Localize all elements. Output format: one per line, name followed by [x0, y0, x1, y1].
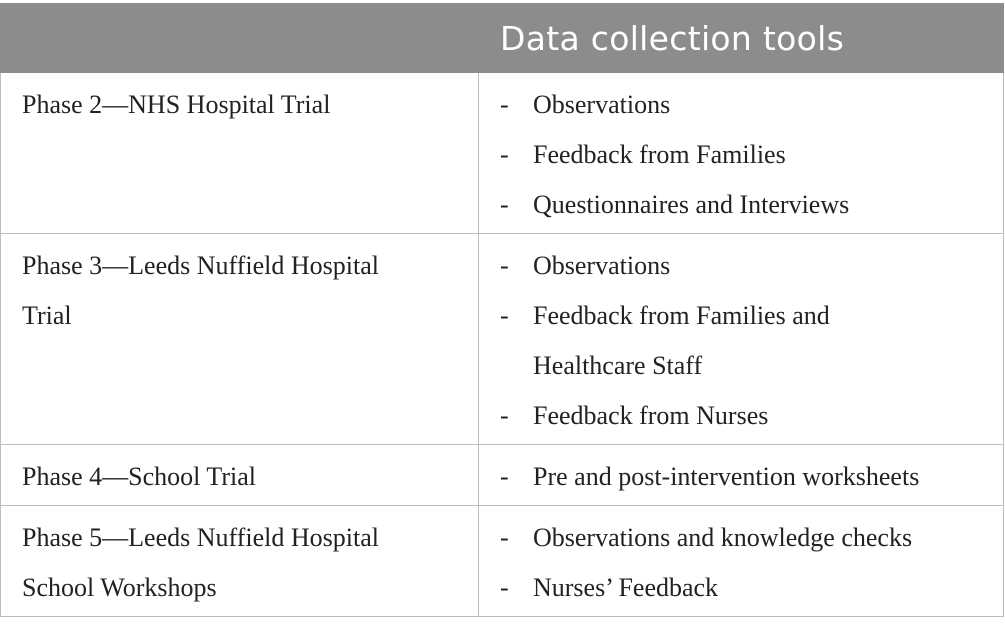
list-item [479, 80, 1003, 130]
bullet-dash: - [500, 251, 509, 280]
header-phase-cell [1, 4, 479, 73]
table-row [1, 234, 1004, 445]
phase-label: Phase 2—NHS Hospital Trial [22, 90, 331, 119]
tools-cell [479, 73, 1004, 234]
tool-label: Pre and post-intervention worksheets [533, 462, 920, 491]
tool-list [479, 513, 1003, 613]
table-row [1, 445, 1004, 506]
list-item [479, 241, 1003, 291]
bullet-dash: - [500, 301, 509, 330]
bullet-dash: - [500, 190, 509, 219]
data-collection-table [0, 3, 1004, 617]
phase-label: Phase 3—Leeds Nuffield Hospital Trial [22, 251, 379, 330]
list-item [479, 513, 1003, 563]
phase-label: Phase 4—School Trial [22, 462, 257, 491]
tool-list [479, 241, 1003, 441]
bullet-dash: - [500, 90, 509, 119]
table-row [1, 506, 1004, 617]
phase-cell [1, 506, 479, 617]
list-item [479, 291, 1003, 391]
phase-cell [1, 234, 479, 445]
phase-cell [1, 445, 479, 506]
tool-list [479, 80, 1003, 230]
list-item [479, 180, 1003, 230]
header-tools-cell [479, 4, 1004, 73]
tool-list [479, 452, 1003, 502]
tools-cell [479, 506, 1004, 617]
tool-label: Feedback from Nurses [533, 401, 769, 430]
bullet-dash: - [500, 462, 509, 491]
list-item [479, 130, 1003, 180]
tool-label: Observations [533, 90, 671, 119]
bullet-dash: - [500, 573, 509, 602]
tool-label: Questionnaires and Interviews [533, 190, 850, 219]
tool-label: Observations [533, 251, 671, 280]
bullet-dash: - [500, 401, 509, 430]
table-row [1, 73, 1004, 234]
list-item [479, 391, 1003, 441]
list-item [479, 563, 1003, 613]
phase-cell [1, 73, 479, 234]
tool-label: Nurses’ Feedback [533, 573, 719, 602]
list-item [479, 452, 1003, 502]
tool-label: Feedback from Families and Healthcare Staff [533, 301, 830, 380]
table-header-row [1, 4, 1004, 73]
phase-label: Phase 5—Leeds Nuffield Hospital School Workshops [22, 523, 379, 602]
bullet-dash: - [500, 140, 509, 169]
tools-cell [479, 234, 1004, 445]
tool-label: Feedback from Families [533, 140, 786, 169]
header-tools-label: Data collection tools [500, 18, 845, 58]
bullet-dash: - [500, 523, 509, 552]
tool-label: Observations and knowledge checks [533, 523, 913, 552]
tools-cell [479, 445, 1004, 506]
